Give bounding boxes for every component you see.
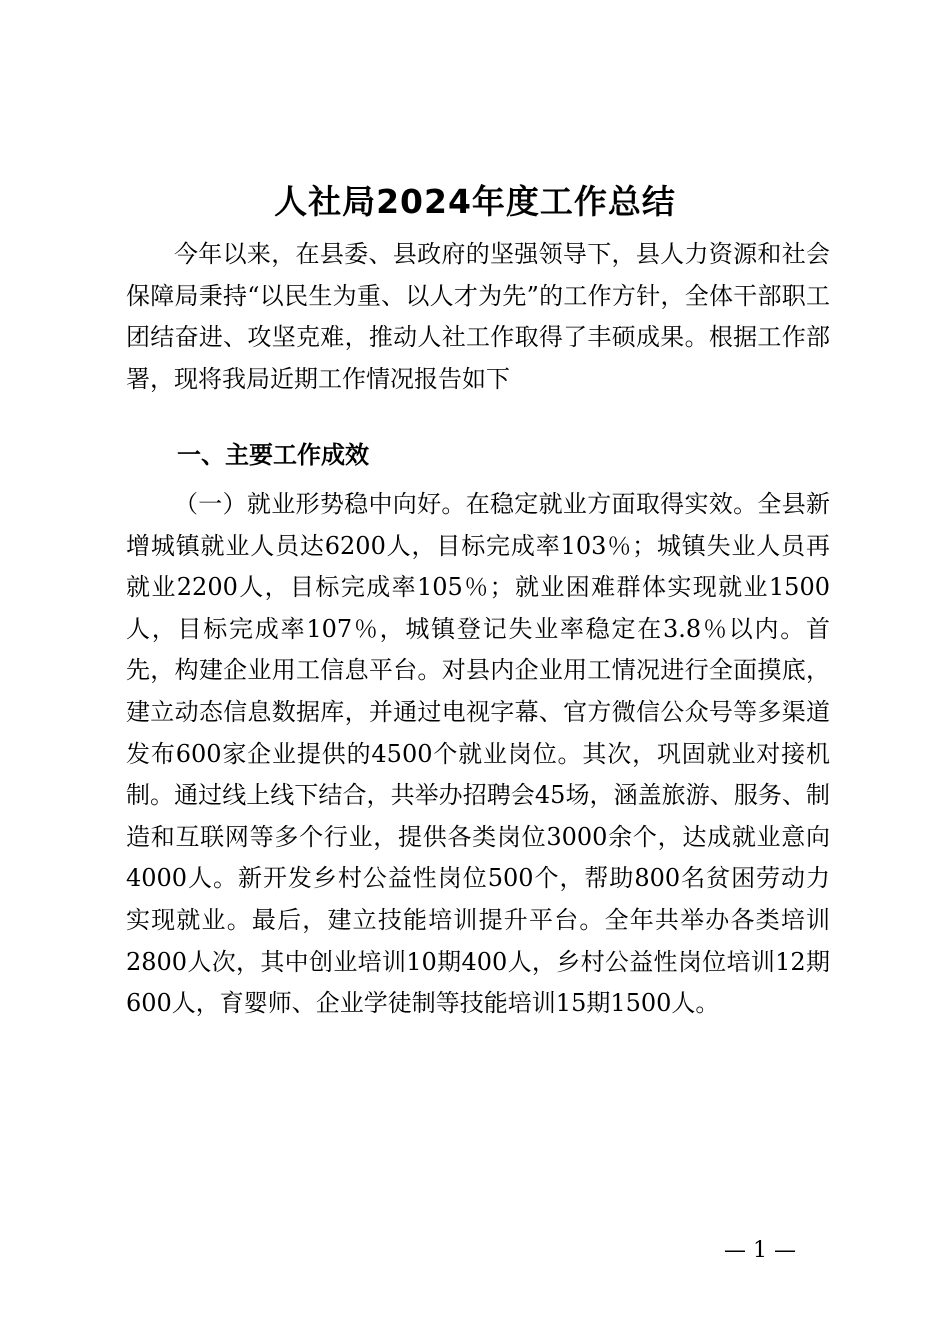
page-number: — 1 — — [724, 1238, 796, 1263]
intro-text: 今年以来，在县委、县政府的坚强领导下，县人力资源和社会保障局秉持“以民生为重、以人才为先”的工作方针，全体干部职工团结奋进、攻坚克难，推动人社工作取得了丰硕成果。根据工作部署，现将我局近期工作情况报告如下 — [126, 240, 830, 393]
employment-paragraph — [126, 484, 830, 1025]
employment-text: （一）就业形势稳中向好。在稳定就业方面取得实效。全县新增城镇就业人员达6200人，目标完成率103％；城镇失业人员再就业2200人，目标完成率105％；就业困难群体实现就业1500人，目标完成率107％，城镇登记失业率稳定在3.8％以内。首先，构建企业用工信息平台。对县内企业用工情况进行全面摸底，建立动态信息数据库，并通过电视字幕、官方微信公众号等多渠道发布600家企业提供的4500个就业岗位。其次，巩固就业对接机制。通过线上线下结合，共举办招聘会45场，涵盖旅游、服务、制造和互联网等多个行业，提供各类岗位3000余个，达成就业意向4000人。新开发乡村公益性岗位500个，帮助800名贫困劳动力实现就业。最后，建立技能培训提升平台。全年共举办各类培训2800人次，其中创业培训10期400人，乡村公益性岗位培训12期600人，育婴师、企业学徒制等技能培训15期1500人。 — [126, 490, 830, 1018]
intro-paragraph — [126, 234, 830, 400]
section-heading: 一、主要工作成效 — [177, 441, 369, 469]
document-title: 人社局2024年度工作总结 — [274, 182, 676, 221]
